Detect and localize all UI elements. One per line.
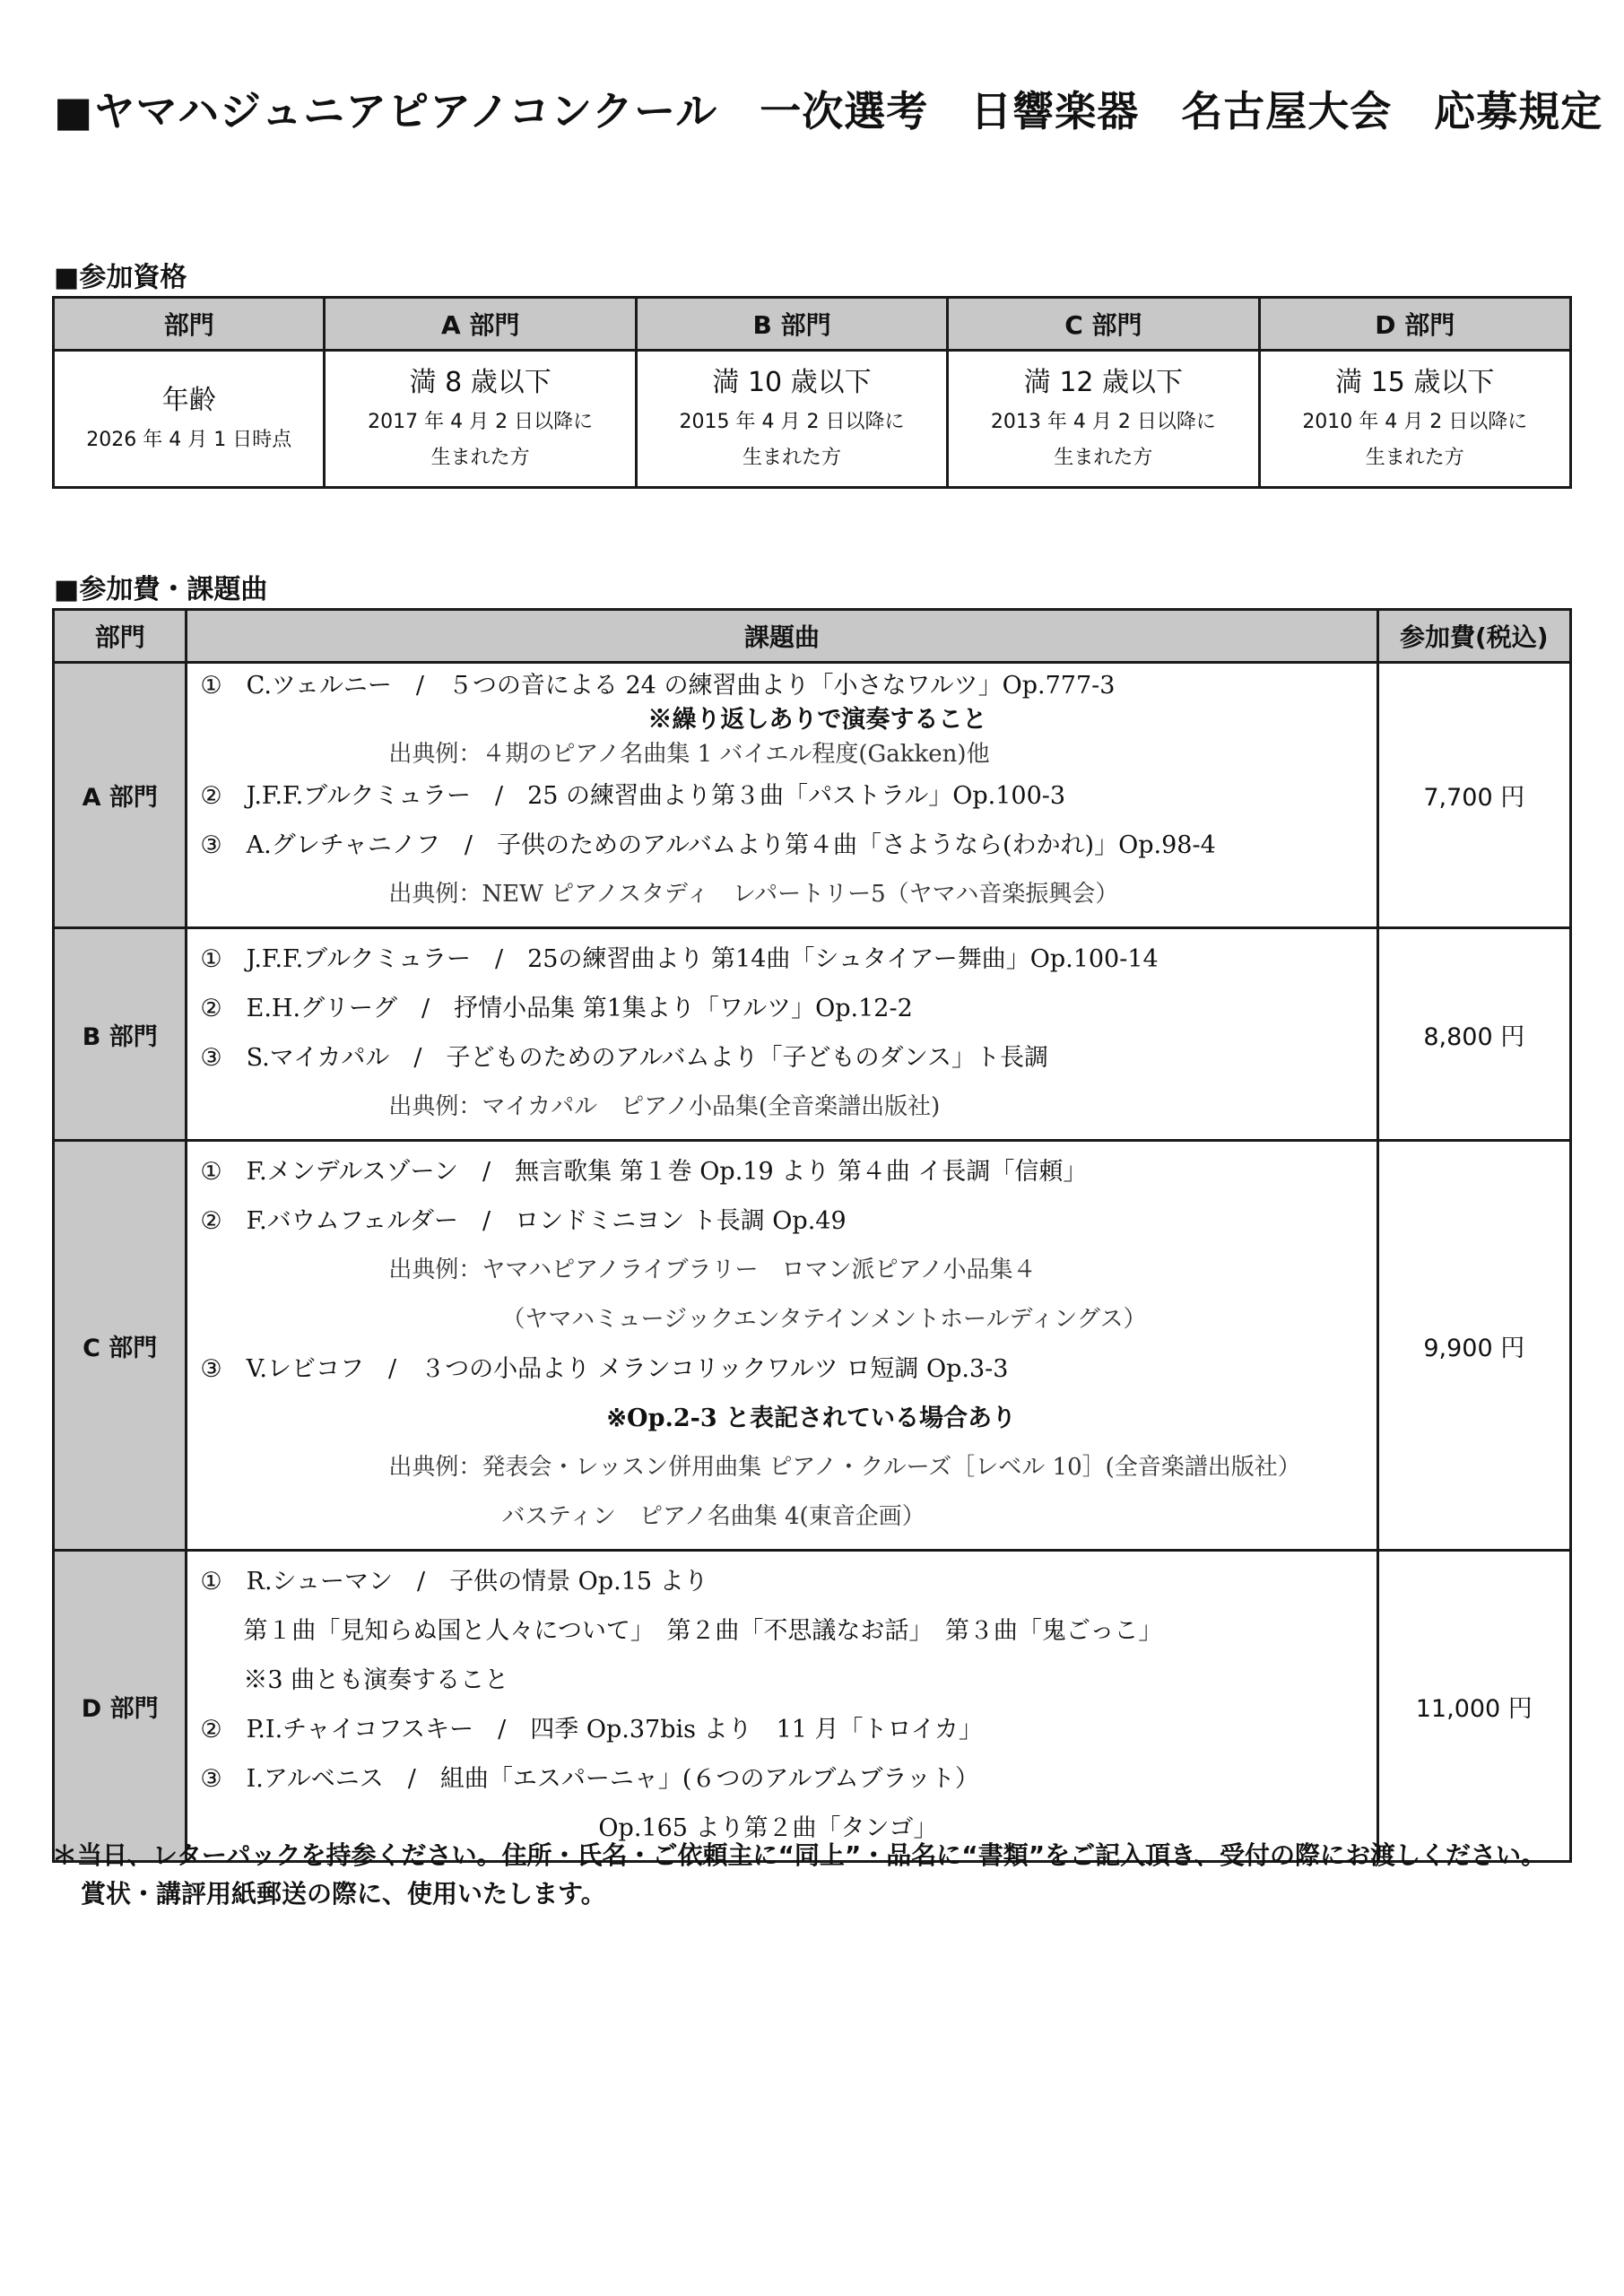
eligibility-header-a: A 部門 [325, 298, 636, 351]
age-limit: 満 15 歳以下 [1335, 367, 1495, 398]
fees-header-dept: 部門 [54, 610, 187, 663]
source-line: （ヤマハミュージックエンタテインメントホールディングス） [501, 1306, 1147, 1333]
eligibility-header-b: B 部門 [636, 298, 947, 351]
birth-note: 生まれた方 [1054, 447, 1153, 469]
fees-header-fee: 参加費(税込) [1377, 610, 1570, 663]
fees-header-pieces: 課題曲 [187, 610, 1377, 663]
age-cell-d [1259, 351, 1570, 488]
dept-label: D 部門 [54, 1551, 187, 1862]
piece-line: ③ V.レビコフ / ３つの小品より メランコリックワルツ ロ短調 Op.3-3 [200, 1355, 1009, 1383]
piece-line: ③ S.マイカパル / 子どものためのアルバムより「子どものダンス」ト長調 [200, 1044, 1048, 1072]
eligibility-table [52, 296, 1572, 489]
document-title: ■ヤマハジュニアピアノコンクール 一次選考 日響楽器 名古屋大会 応募規定 [54, 87, 1603, 135]
eligibility-age-row [54, 351, 1571, 488]
pieces-cell [187, 1551, 1377, 1862]
footnote-line-2: 賞状・講評用紙郵送の際に、使用いたします。 [81, 1879, 606, 1909]
dept-label: B 部門 [54, 928, 187, 1141]
age-cell-b [636, 351, 947, 488]
age-reference-date: 2026 年 4 月 1 日時点 [86, 429, 292, 451]
age-limit: 満 8 歳以下 [409, 367, 551, 398]
footnote-line-1: ＊当日、レターパックを持参ください。住所・氏名・ご依頼主に“同上”・品名に“書類”をご記入頂き、受付の際にお渡しください。 [52, 1840, 1546, 1870]
eligibility-heading: ■参加資格 [54, 262, 187, 293]
pieces-cell [187, 928, 1377, 1141]
birth-date: 2015 年 4 月 2 日以降に [679, 411, 905, 433]
piece-line: ② F.バウムフェルダー / ロンドミニヨン ト長調 Op.49 [200, 1207, 847, 1235]
piece-note: ※繰り返しありで演奏すること [647, 706, 987, 734]
age-label-cell [54, 351, 325, 488]
age-limit: 満 10 歳以下 [712, 367, 872, 398]
fee-value: 8,800 円 [1377, 928, 1570, 1141]
source-line: バスティン ピアノ名曲集 4(東音企画） [501, 1503, 925, 1530]
pieces-cell [187, 663, 1377, 928]
piece-line: Op.165 より第２曲「タンゴ」 [598, 1814, 938, 1842]
birth-note: 生まれた方 [743, 447, 842, 469]
age-limit: 満 12 歳以下 [1023, 367, 1184, 398]
age-cell-a [325, 351, 636, 488]
eligibility-header-dept: 部門 [54, 298, 325, 351]
piece-line: ② P.I.チャイコフスキー / 四季 Op.37bis より 11 月「トロイカ」 [200, 1716, 983, 1744]
birth-date: 2017 年 4 月 2 日以降に [368, 411, 594, 433]
piece-line: ② J.F.F.ブルクミュラー / 25 の練習曲より第３曲「パストラル」Op.100-3 [200, 782, 1066, 810]
fees-row-c [54, 1141, 1571, 1551]
birth-date: 2010 年 4 月 2 日以降に [1302, 411, 1528, 433]
piece-line: 第１曲「見知らぬ国と人々について」 第２曲「不思議なお話」 第３曲「鬼ごっこ」 [243, 1617, 1163, 1645]
eligibility-header-row [54, 298, 1571, 351]
piece-note: ※3 曲とも演奏すること [243, 1666, 509, 1694]
source-line: 出典例：NEW ピアノスタディ レパートリー5（ヤマハ音楽振興会） [388, 881, 1119, 908]
fees-heading: ■参加費・課題曲 [54, 574, 268, 605]
fees-row-b [54, 928, 1571, 1141]
piece-line: ② E.H.グリーグ / 抒情小品集 第1集より「ワルツ」Op.12-2 [200, 995, 913, 1022]
fee-value: 9,900 円 [1377, 1141, 1570, 1551]
source-line: 出典例：マイカパル ピアノ小品集(全音楽譜出版社) [388, 1093, 941, 1120]
age-cell-c [948, 351, 1259, 488]
fees-row-a [54, 663, 1571, 928]
birth-note: 生まれた方 [1365, 447, 1464, 469]
piece-note: ※Op.2-3 と表記されている場合あり [606, 1405, 1017, 1432]
eligibility-header-d: D 部門 [1259, 298, 1570, 351]
pieces-cell [187, 1141, 1377, 1551]
dept-label: A 部門 [54, 663, 187, 928]
dept-label: C 部門 [54, 1141, 187, 1551]
eligibility-header-c: C 部門 [948, 298, 1259, 351]
fees-table [52, 608, 1572, 1863]
fee-value: 7,700 円 [1377, 663, 1570, 928]
age-label: 年齢 [161, 385, 216, 416]
piece-line: ① C.ツェルニー / ５つの音による 24 の練習曲より「小さなワルツ」Op.777-3 [200, 672, 1116, 700]
piece-line: ① F.メンデルスゾーン / 無言歌集 第１巻 Op.19 より 第４曲 イ長調「信頼」 [200, 1158, 1088, 1186]
piece-line: ① R.シューマン / 子供の情景 Op.15 より [200, 1568, 708, 1596]
source-line: 出典例：発表会・レッスン併用曲集 ピアノ・クルーズ［レベル 10］(全音楽譜出版社） [388, 1454, 1301, 1481]
piece-line: ① J.F.F.ブルクミュラー / 25の練習曲より 第14曲「シュタイアー舞曲」Op.100-14 [200, 945, 1159, 973]
piece-line: ③ I.アルベニス / 組曲「エスパーニャ」(６つのアルブムブラット） [200, 1765, 979, 1793]
source-line: 出典例：４期のピアノ名曲集 1 バイエル程度(Gakken)他 [388, 741, 990, 768]
source-line: 出典例：ヤマハピアノライブラリー ロマン派ピアノ小品集４ [388, 1257, 1037, 1283]
birth-note: 生まれた方 [430, 447, 530, 469]
fees-header-row [54, 610, 1571, 663]
piece-line: ③ A.グレチャニノフ / 子供のためのアルバムより第４曲「さようなら(わかれ)」Op.98-4 [200, 831, 1216, 859]
fee-value: 11,000 円 [1377, 1551, 1570, 1862]
birth-date: 2013 年 4 月 2 日以降に [990, 411, 1216, 433]
fees-row-d [54, 1551, 1571, 1862]
